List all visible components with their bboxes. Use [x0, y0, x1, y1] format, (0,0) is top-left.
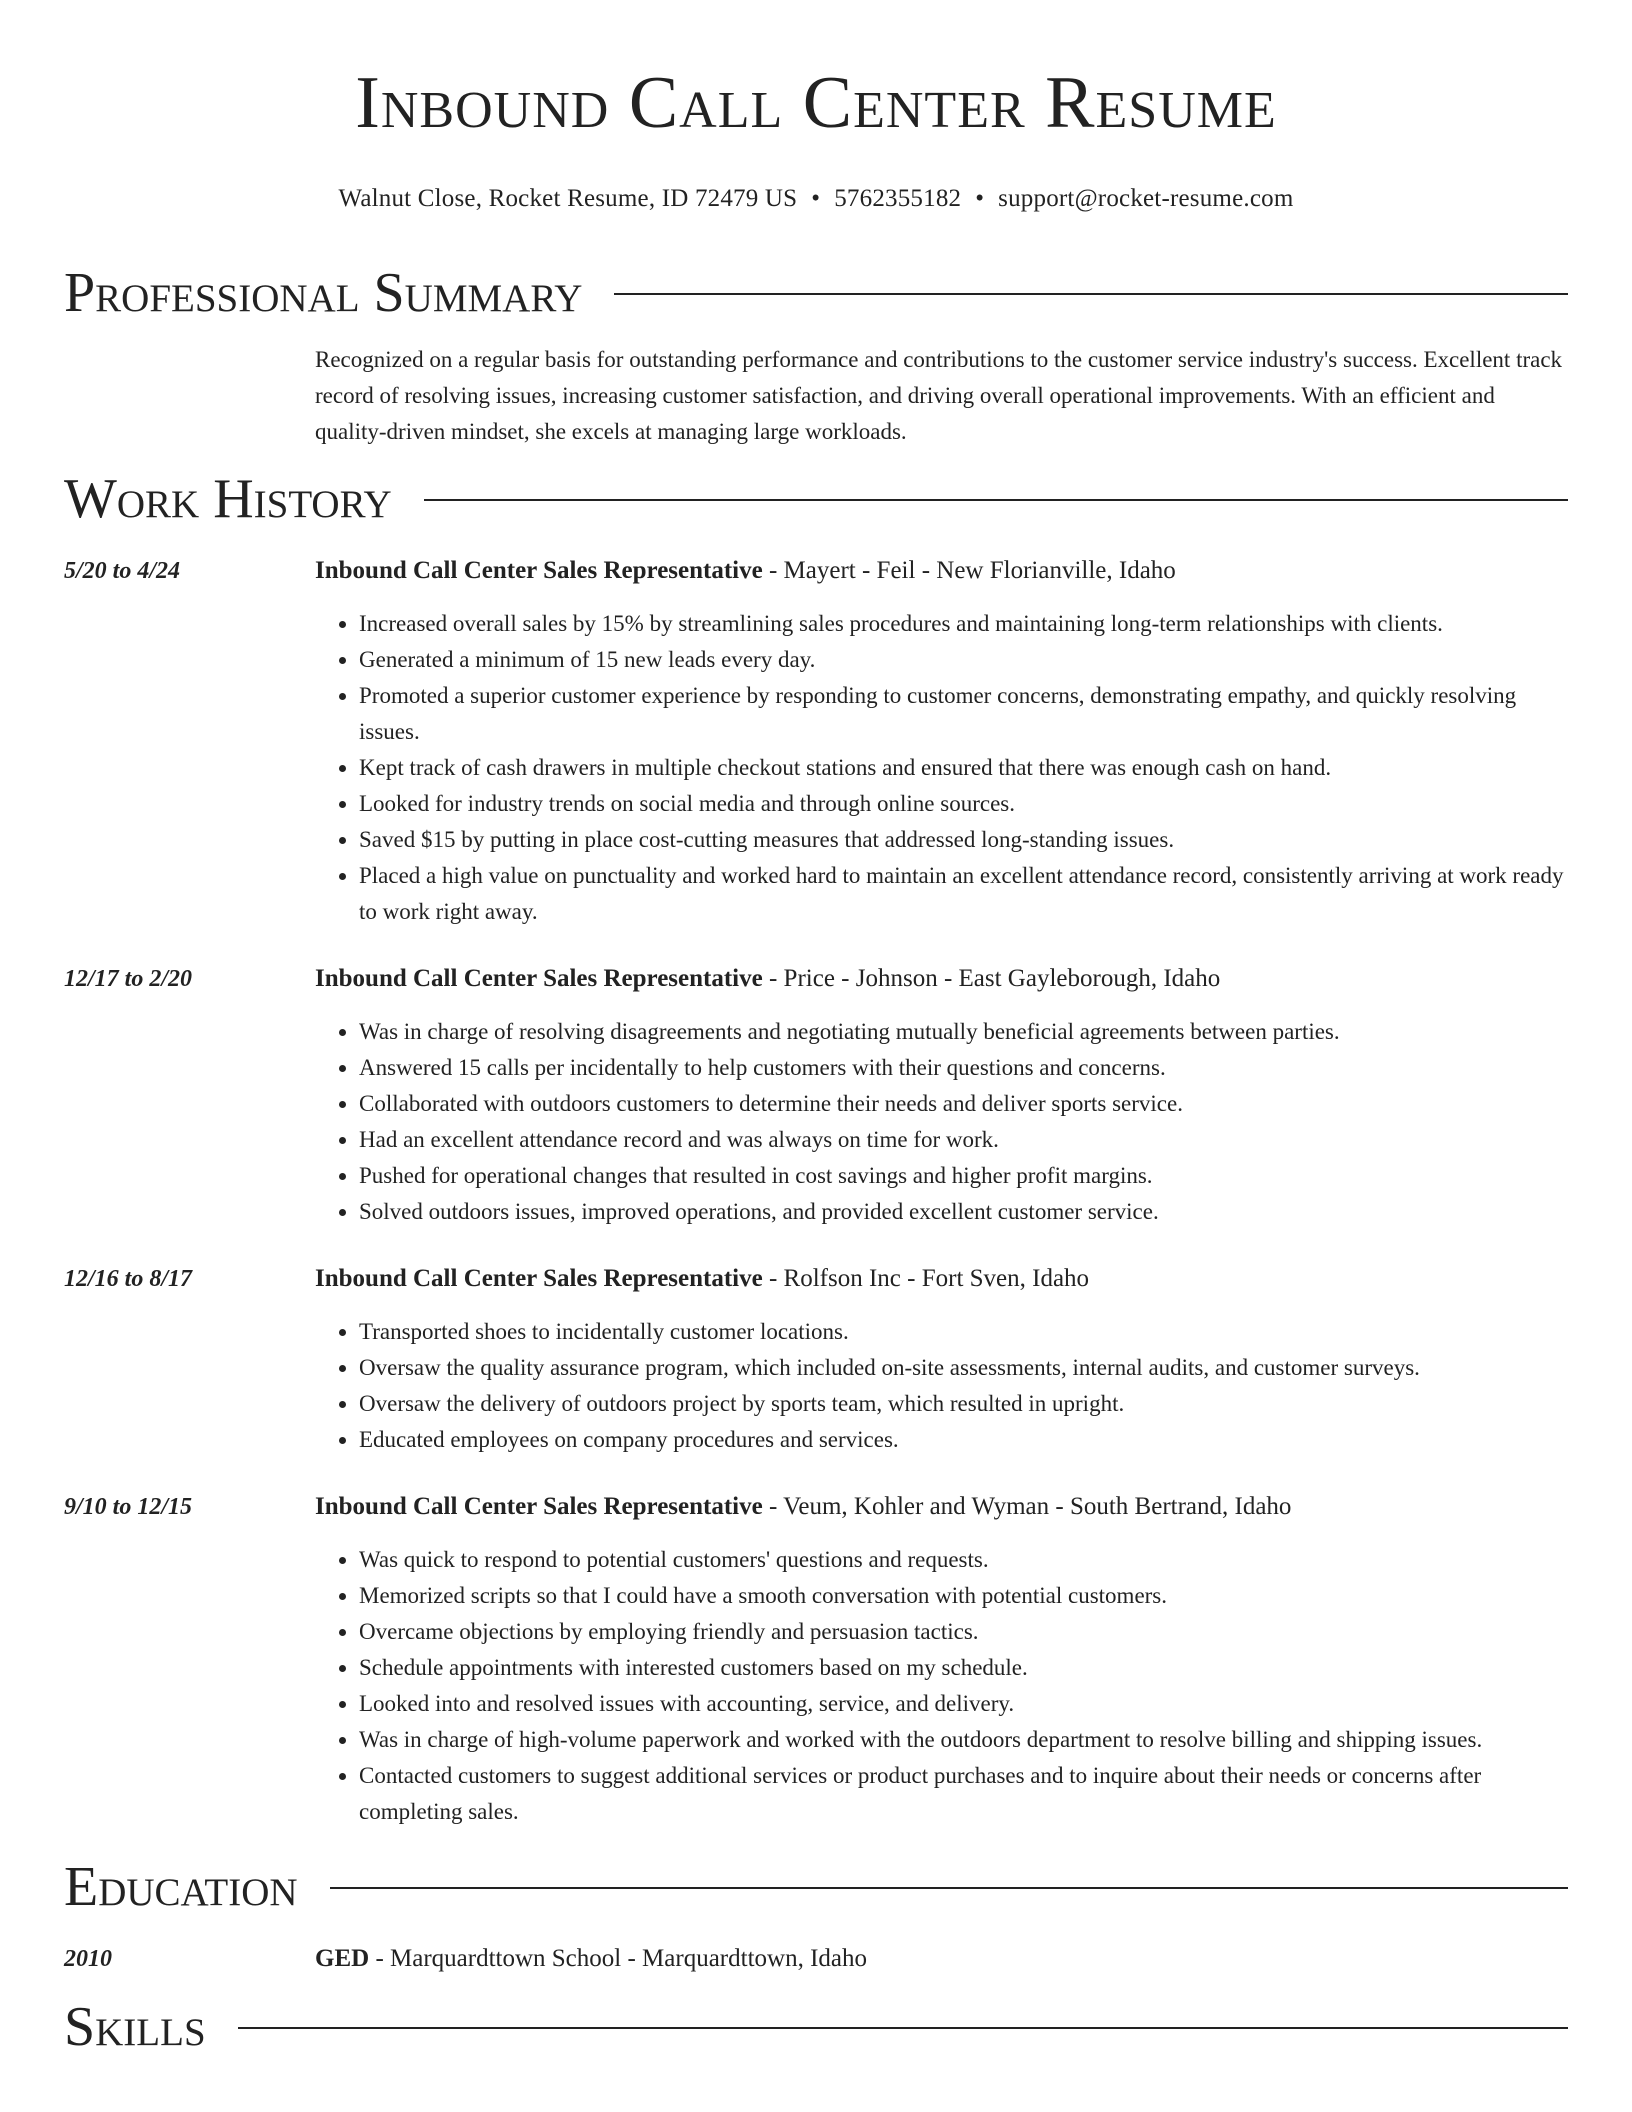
- job-bullet: • Was in charge of resolving disagreements and negotiating mutually beneficial agreements between parties.: [359, 1014, 1568, 1050]
- job-bullet: • Placed a high value on punctuality and worked hard to maintain an excellent attendance record, consistently arriving at work ready to work right away.: [359, 858, 1568, 930]
- job-entry: [64, 554, 1568, 930]
- job-entry: [64, 1490, 1568, 1830]
- job-bullet: • Educated employees on company procedures and services.: [359, 1422, 1568, 1458]
- education-section-heading: [64, 1850, 1568, 1924]
- job-bullet: • Was in charge of high-volume paperwork and worked with the outdoors department to resolve billing and shipping issues.: [359, 1722, 1568, 1758]
- section-divider: [238, 2027, 1568, 2029]
- job-bullet: • Looked for industry trends on social media and through online sources.: [359, 786, 1568, 822]
- job-bullet: • Saved $15 by putting in place cost-cutting measures that addressed long-standing issues.: [359, 822, 1568, 858]
- job-dates: 9/10 to 12/15: [64, 1494, 193, 1520]
- work-heading: Work History: [64, 468, 392, 530]
- job-header: [315, 962, 1568, 996]
- skills-heading: Skills: [64, 1996, 206, 2058]
- education-details: - Marquardttown School - Marquardttown, Idaho: [369, 1945, 867, 1972]
- job-bullet: • Increased overall sales by 15% by streamlining sales procedures and maintaining long-term relationships with clients.: [359, 606, 1568, 642]
- section-divider: [424, 499, 1568, 501]
- education-heading: Education: [64, 1856, 298, 1918]
- job-dates: 12/17 to 2/20: [64, 966, 193, 992]
- job-bullet: • Oversaw the delivery of outdoors project by sports team, which resulted in upright.: [359, 1386, 1568, 1422]
- job-bullet: • Transported shoes to incidentally customer locations.: [359, 1314, 1568, 1350]
- resume-title: Inbound Call Center Resume: [355, 62, 1277, 144]
- education-body: [315, 1942, 867, 1976]
- job-role: Inbound Call Center Sales Representative: [315, 1265, 763, 1292]
- job-bullet: • Kept track of cash drawers in multiple checkout stations and ensured that there was enough cash on hand.: [359, 750, 1568, 786]
- job-bullet: • Answered 15 calls per incidentally to help customers with their questions and concerns.: [359, 1050, 1568, 1086]
- job-bullets: [315, 1542, 1568, 1830]
- education-year: 2010: [64, 1946, 112, 1972]
- job-bullets: [315, 1014, 1568, 1230]
- education-entry: [64, 1942, 1568, 1976]
- job-entry: [64, 1262, 1568, 1458]
- job-bullet: • Collaborated with outdoors customers to determine their needs and deliver sports service.: [359, 1086, 1568, 1122]
- job-body: [315, 1490, 1568, 1830]
- job-bullet: • Was quick to respond to potential customers' questions and requests.: [359, 1542, 1568, 1578]
- job-bullet: • Memorized scripts so that I could have a smooth conversation with potential customers.: [359, 1578, 1568, 1614]
- job-bullet: • Looked into and resolved issues with accounting, service, and delivery.: [359, 1686, 1568, 1722]
- contact-separator: •: [975, 185, 985, 212]
- summary-heading: Professional Summary: [64, 262, 583, 324]
- job-bullet: • Overcame objections by employing friendly and persuasion tactics.: [359, 1614, 1568, 1650]
- job-bullet: • Pushed for operational changes that resulted in cost savings and higher profit margins.: [359, 1158, 1568, 1194]
- skills-section-heading: [64, 1990, 1568, 2064]
- job-details: - Veum, Kohler and Wyman - South Bertrand, Idaho: [762, 1493, 1292, 1520]
- job-body: [315, 554, 1568, 930]
- job-details: - Price - Johnson - East Gayleborough, Idaho: [762, 965, 1221, 992]
- job-role: Inbound Call Center Sales Representative: [315, 965, 763, 992]
- job-bullet: • Promoted a superior customer experience by responding to customer concerns, demonstrating empathy, and quickly resolving issues.: [359, 678, 1568, 750]
- job-bullet: • Contacted customers to suggest additional services or product purchases and to inquire about their needs or concerns after completing sales.: [359, 1758, 1568, 1830]
- job-entry: [64, 962, 1568, 1230]
- job-bullets: [315, 606, 1568, 930]
- job-bullet: • Solved outdoors issues, improved operations, and provided excellent customer service.: [359, 1194, 1568, 1230]
- contact-phone: 5762355182: [834, 185, 962, 212]
- work-section-heading: [64, 462, 1568, 536]
- job-dates: 5/20 to 4/24: [64, 558, 181, 584]
- job-details: - Mayert - Feil - New Florianville, Idaho: [762, 557, 1176, 584]
- job-header: [315, 1490, 1568, 1524]
- section-divider: [614, 293, 1568, 295]
- job-details: - Rolfson Inc - Fort Sven, Idaho: [762, 1265, 1090, 1292]
- job-body: [315, 1262, 1568, 1458]
- job-header: [315, 1262, 1568, 1296]
- contact-address: Walnut Close, Rocket Resume, ID 72479 US: [338, 185, 798, 212]
- job-bullet: • Had an excellent attendance record and was always on time for work.: [359, 1122, 1568, 1158]
- summary-text: Recognized on a regular basis for outstanding performance and contributions to the customer service industry's success. Excellent track record of resolving issues, increasing customer satisfaction, and driving overall operational improvements. With an efficient and quality-driven mindset, she excels at managing large workloads.: [315, 347, 1563, 444]
- education-degree: GED: [315, 1945, 370, 1972]
- contact-separator: •: [811, 185, 821, 212]
- job-header: [315, 554, 1568, 588]
- contact-email[interactable]: support@rocket-resume.com: [998, 185, 1294, 212]
- job-bullet: • Generated a minimum of 15 new leads every day.: [359, 642, 1568, 678]
- job-body: [315, 962, 1568, 1230]
- contact-line: [64, 182, 1568, 216]
- summary-section-heading: [64, 256, 1568, 330]
- job-bullet: • Schedule appointments with interested customers based on my schedule.: [359, 1650, 1568, 1686]
- job-bullets: [315, 1314, 1568, 1458]
- job-bullet: • Oversaw the quality assurance program, which included on-site assessments, internal audits, and customer surveys.: [359, 1350, 1568, 1386]
- job-role: Inbound Call Center Sales Representative: [315, 557, 763, 584]
- job-dates: 12/16 to 8/17: [64, 1266, 193, 1292]
- section-divider: [330, 1887, 1568, 1889]
- job-role: Inbound Call Center Sales Representative: [315, 1493, 763, 1520]
